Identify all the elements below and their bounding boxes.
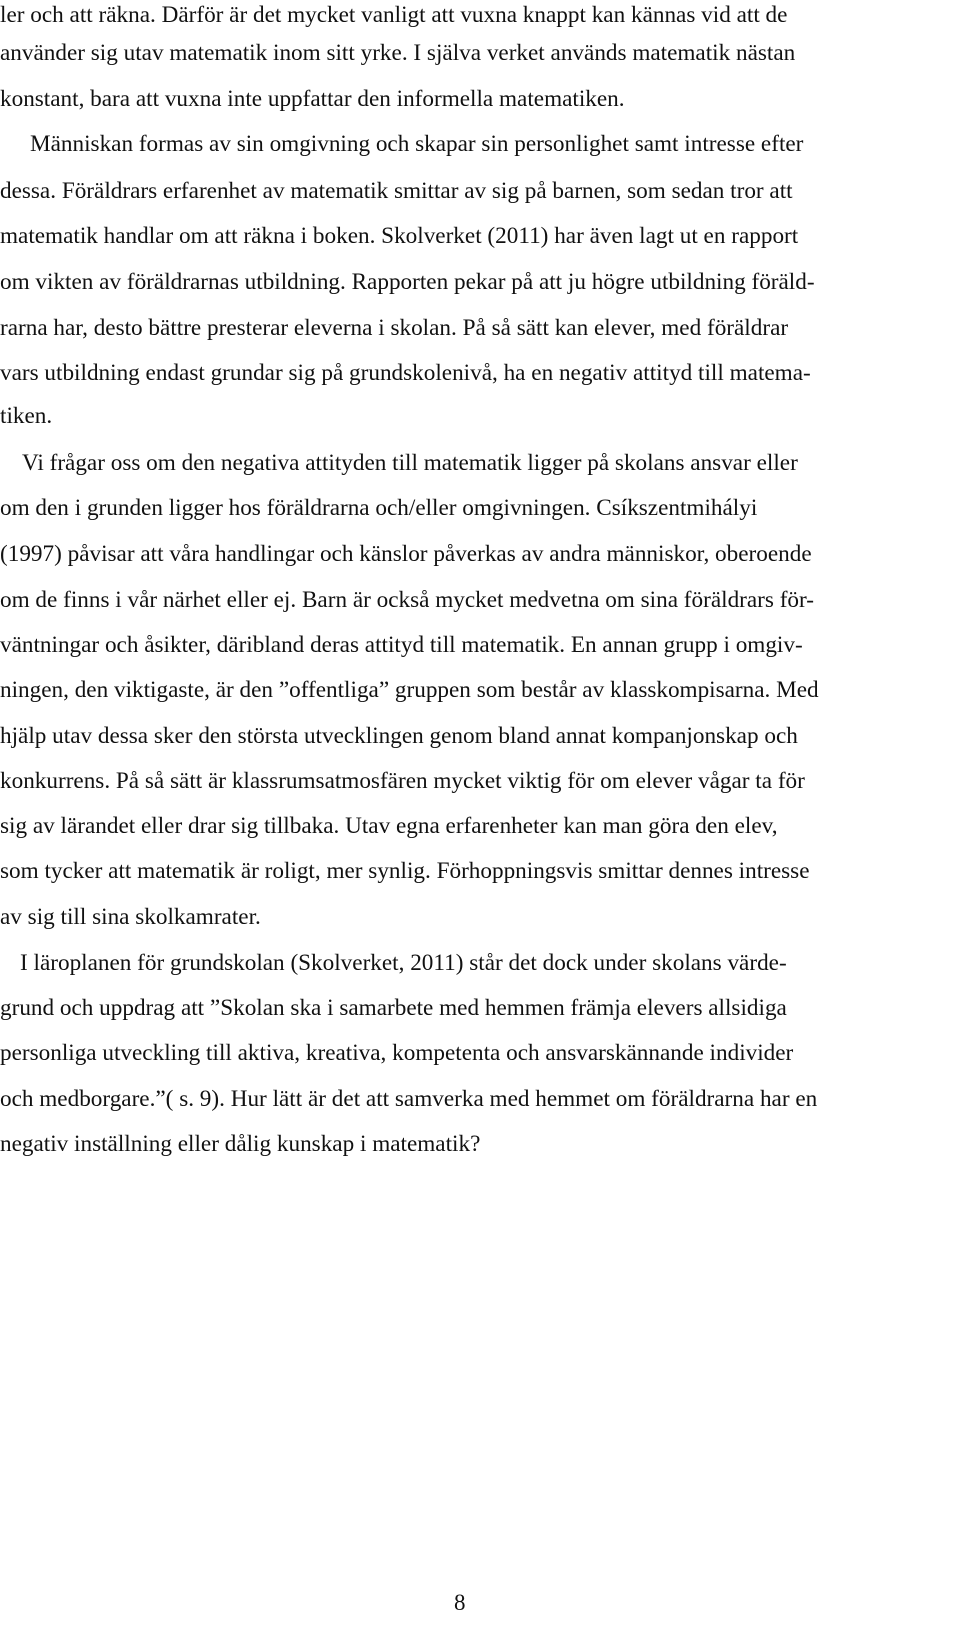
text-line: vars utbildning endast grundar sig på grundskolenivå, ha en negativ attityd till matema- <box>0 360 811 386</box>
paragraph-start-line: Vi frågar oss om den negativa attityden till matematik ligger på skolans ansvar eller <box>22 450 798 476</box>
text-line: konkurrens. På så sätt är klassrumsatmosfären mycket viktig för om elever vågar ta för <box>0 768 805 794</box>
text-line: sig av lärandet eller drar sig tillbaka. Utav egna erfarenheter kan man göra den elev, <box>0 813 778 839</box>
text-line: grund och uppdrag att ”Skolan ska i samarbete med hemmen främja elevers allsidiga <box>0 995 787 1021</box>
text-line: om den i grunden ligger hos föräldrarna och/eller omgivningen. Csíkszentmihályi <box>0 495 758 521</box>
text-line: matematik handlar om att räkna i boken. Skolverket (2011) har även lagt ut en rapport <box>0 223 799 249</box>
text-line: väntningar och åsikter, däribland deras attityd till matematik. En annan grupp i omgiv- <box>0 632 803 658</box>
text-line: dessa. Föräldrars erfarenhet av matematik smittar av sig på barnen, som sedan tror att <box>0 178 793 204</box>
page-number: 8 <box>454 1590 466 1615</box>
text-line: om vikten av föräldrarnas utbildning. Rapporten pekar på att ju högre utbildning föräld- <box>0 269 815 295</box>
text-line: ningen, den viktigaste, är den ”offentliga” gruppen som består av klasskompisarna. Med <box>0 677 819 703</box>
text-line: av sig till sina skolkamrater. <box>0 904 261 930</box>
text-line: konstant, bara att vuxna inte uppfattar den informella matematiken. <box>0 86 625 112</box>
text-line: hjälp utav dessa sker den största utvecklingen genom bland annat kompanjonskap och <box>0 723 798 749</box>
text-line: och medborgare.”( s. 9). Hur lätt är det att samverka med hemmet om föräldrarna har en <box>0 1086 818 1112</box>
paragraph-start-line: Människan formas av sin omgivning och skapar sin personlighet samt intresse efter <box>30 131 804 157</box>
text-line: använder sig utav matematik inom sitt yrke. I själva verket används matematik nästan <box>0 40 796 66</box>
paragraph-start-line: I läroplanen för grundskolan (Skolverket, 2011) står det dock under skolans värde- <box>20 950 787 976</box>
text-line: rarna har, desto bättre presterar eleverna i skolan. På så sätt kan elever, med föräldrar <box>0 315 789 341</box>
text-line: tiken. <box>0 403 53 429</box>
text-line: som tycker att matematik är roligt, mer synlig. Förhoppningsvis smittar dennes intresse <box>0 858 810 884</box>
text-line: personliga utveckling till aktiva, kreativa, kompetenta och ansvarskännande individer <box>0 1040 794 1066</box>
text-line: negativ inställning eller dålig kunskap i matematik? <box>0 1131 481 1157</box>
text-line: ler och att räkna. Därför är det mycket vanligt att vuxna knappt kan kännas vid att de <box>0 2 788 28</box>
text-line: (1997) påvisar att våra handlingar och känslor påverkas av andra människor, oberoende <box>0 541 812 567</box>
text-line: om de finns i vår närhet eller ej. Barn är också mycket medvetna om sina föräldrars för- <box>0 587 815 613</box>
